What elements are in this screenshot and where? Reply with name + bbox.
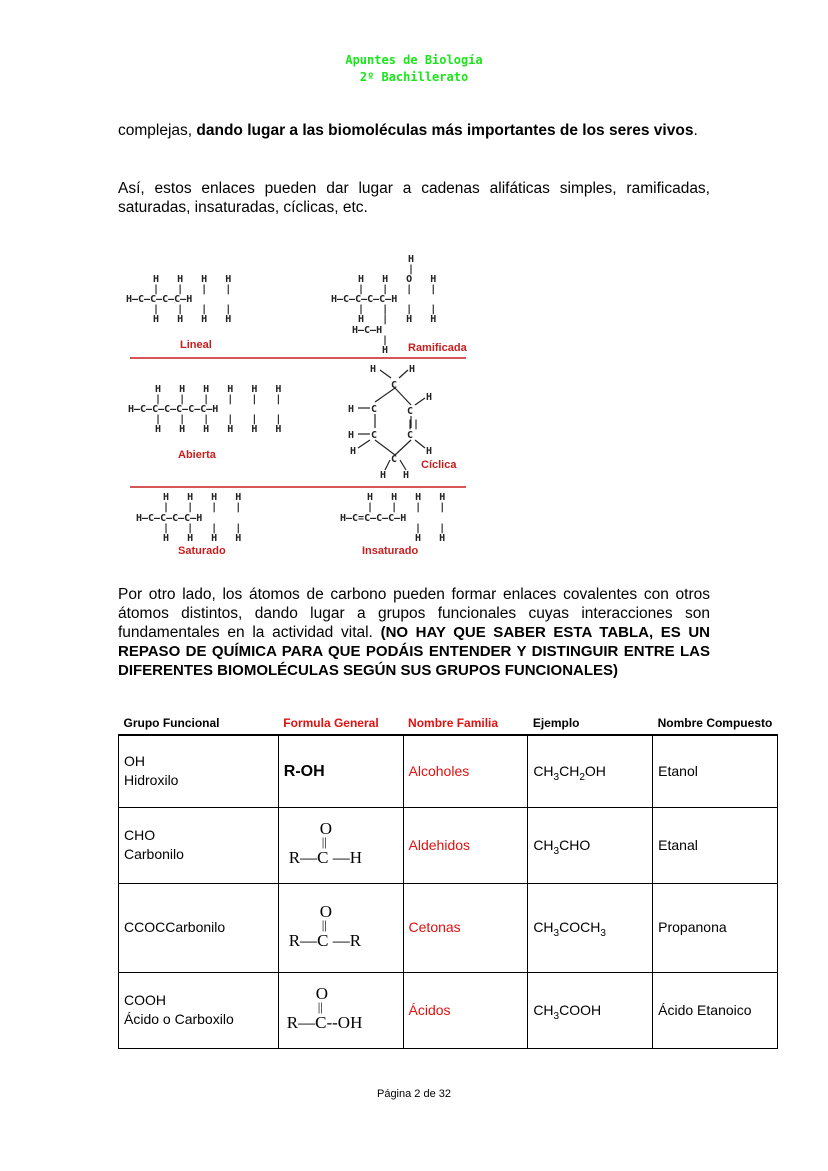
formula-main: R—C —H	[288, 848, 363, 867]
cell-grupo	[119, 883, 279, 972]
ejemplo-part: CH	[533, 762, 554, 779]
ejemplo-part: CH	[559, 762, 580, 779]
ramificada-r4: | | | |	[358, 284, 437, 295]
lineal-bond-bottom: | | | |	[153, 304, 232, 315]
ciclica-c5: C	[407, 430, 414, 441]
cell-familia: Alcoholes	[403, 735, 528, 807]
paragraph-intro-normal: complejas,	[118, 122, 197, 139]
cell-ejemplo	[528, 972, 653, 1048]
grupo-code: CHO	[124, 827, 156, 843]
paragraph-intro	[118, 121, 710, 140]
ramificada-r9: |	[382, 335, 389, 346]
paragraph-fg-normal: Por otro lado, los átomos de carbono pueden formar enlaces covalentes con otros átomos distintos, dando lugar a grupos funcionales cuyas interacciones son fundamentales en la actividad vital.	[118, 586, 710, 641]
ramificada-r10: H	[382, 345, 389, 356]
ejemplo-sub: 3	[553, 927, 560, 939]
header-title: Apuntes de Biología	[345, 53, 483, 67]
table-row	[119, 883, 778, 972]
ketone-formula	[288, 901, 398, 951]
insaturado-bond-bottom: | |	[415, 523, 446, 534]
ciclica-h1: H	[370, 364, 377, 375]
table-row	[119, 972, 778, 1048]
formula-oxygen: O	[319, 819, 333, 838]
ramificada-r5: H—C—C—C—C—H	[331, 294, 398, 305]
insaturado-main: H—C=C—C—C—H	[340, 513, 407, 524]
page-header	[0, 52, 828, 86]
ciclica-h9: H	[403, 470, 410, 481]
saturado-bottom: H H H H	[163, 533, 242, 544]
ciclica-c1: C	[391, 380, 398, 391]
saturado-structure	[136, 492, 241, 544]
header-subtitle: 2º Bachillerato	[359, 70, 469, 84]
label-abierta: Abierta	[178, 449, 216, 461]
cell-grupo	[119, 807, 279, 883]
ejemplo-sub: 3	[553, 1010, 560, 1022]
paragraph-intro-end: .	[693, 122, 698, 139]
ciclica-double: ||	[407, 419, 420, 430]
cell-ejemplo	[528, 883, 653, 972]
functional-groups-table	[118, 714, 778, 1049]
cell-ejemplo	[528, 735, 653, 807]
ramificada-r1: H	[408, 254, 415, 265]
header-grupo: Grupo Funcional	[119, 714, 279, 735]
insaturado-structure	[340, 492, 445, 544]
lineal-structure	[126, 274, 231, 325]
ciclica-h5: H	[348, 430, 355, 441]
saturado-main: H—C—C—C—C—H	[136, 513, 203, 524]
cell-compuesto: Etanal	[653, 807, 778, 883]
header-formula: Formula General	[278, 714, 403, 735]
ciclica-c2: C	[371, 404, 378, 415]
carbon-chains-figure	[118, 248, 498, 568]
cell-formula	[278, 972, 403, 1048]
ejemplo-part: OH	[584, 762, 606, 779]
ciclica-c6: C	[391, 454, 398, 465]
ejemplo-sub: 3	[600, 927, 606, 939]
label-lineal: Lineal	[180, 339, 212, 351]
ejemplo-part: CH	[533, 1001, 554, 1018]
carboxyl-formula	[286, 984, 398, 1033]
ramificada-r6: | | | |	[358, 304, 437, 315]
header-ejemplo: Ejemplo	[528, 714, 653, 735]
ramificada-r2: |	[408, 264, 415, 275]
grupo-name: Ácido o Carboxilo	[124, 1011, 234, 1027]
paragraph-chains: Así, estos enlaces pueden dar lugar a cadenas alifáticas simples, ramificadas, saturadas, insaturadas, cíclicas, etc.	[118, 180, 710, 216]
lineal-top: H H H H	[153, 274, 232, 285]
label-ciclica: Cíclica	[421, 459, 457, 471]
formula-oxygen: O	[315, 984, 329, 1003]
abierta-bond-top: | | | | | |	[155, 394, 282, 405]
ciclica-h4: H	[348, 404, 355, 415]
ciclica-atoms	[348, 364, 432, 481]
label-insaturado: Insaturado	[362, 545, 419, 557]
abierta-bottom: H H H H H H	[155, 424, 282, 435]
cell-compuesto: Propanona	[653, 883, 778, 972]
abierta-bond-bottom: | | | | | |	[155, 414, 282, 425]
page-footer: Página 2 de 32	[376, 1088, 451, 1100]
label-ramificada: Ramificada	[408, 342, 467, 354]
cell-formula	[278, 883, 403, 972]
paragraph-functional-groups	[118, 585, 710, 680]
saturado-bond-bottom: | | | |	[163, 523, 242, 534]
cell-familia: Ácidos	[403, 972, 528, 1048]
ramificada-structure	[331, 254, 436, 356]
ramificada-r8: H—C—H	[352, 325, 383, 336]
ejemplo-part: COCH	[559, 919, 601, 935]
table-row	[119, 735, 778, 807]
cell-grupo	[119, 972, 279, 1048]
cell-familia: Cetonas	[403, 883, 528, 972]
cell-ejemplo	[528, 807, 653, 883]
formula-double-bond: ||	[321, 834, 328, 849]
ejemplo-part: COOH	[559, 1001, 602, 1018]
grupo-code: OH	[124, 753, 145, 770]
ejemplo-sub: 3	[553, 771, 560, 783]
grupo-name: Carbonilo	[124, 846, 184, 862]
paragraph-fg-bold: (NO HAY QUE SABER ESTA TABLA, ES UN REPASO DE QUÍMICA PARA QUE PODÁIS ENTENDER Y DISTINGUIR ENTRE LAS DIFERENTES BIOMOLÉCULAS SEGÚN SUS GRUPOS FUNCIONALES)	[118, 624, 710, 679]
ciclica-h6: H	[350, 446, 357, 457]
abierta-structure	[128, 384, 281, 435]
ejemplo-part: CH	[533, 836, 554, 853]
carbonyl-formula	[288, 819, 398, 868]
ramificada-r3: H H O H	[358, 274, 437, 285]
grupo-code: CCOCCarbonilo	[124, 919, 226, 935]
cell-formula	[278, 807, 403, 883]
insaturado-top: H H H H	[367, 492, 446, 503]
ejemplo-sub: 3	[553, 845, 560, 857]
cell-grupo	[119, 735, 279, 807]
ejemplo-sub: 2	[579, 771, 585, 783]
label-saturado: Saturado	[178, 545, 226, 557]
lineal-main: H—C—C—C—C—H	[126, 294, 193, 305]
paragraph-intro-bold: dando lugar a las biomoléculas más importantes de los seres vivos	[196, 122, 694, 139]
table-header-row	[119, 714, 778, 735]
formula-double-bond: ||	[317, 999, 324, 1014]
saturado-top: H H H H	[163, 492, 242, 503]
grupo-code: COOH	[124, 992, 166, 1008]
insaturado-bond-top: | | | |	[367, 502, 446, 513]
abierta-main: H—C—C—C—C—C—C—H	[128, 404, 219, 415]
cell-formula	[278, 735, 403, 807]
cell-compuesto: Etanol	[653, 735, 778, 807]
ejemplo-part: CH	[533, 919, 554, 935]
formula-main: R—C —R	[288, 930, 362, 950]
ciclica-h7: H	[426, 446, 433, 457]
ramificada-r7: H | H H	[358, 314, 437, 325]
grupo-name: Hidroxilo	[124, 772, 179, 789]
formula-oxygen: O	[319, 901, 333, 921]
cell-compuesto: Ácido Etanoico	[653, 972, 778, 1048]
ciclica-h8: H	[380, 470, 387, 481]
formula-text: R-OH	[283, 762, 325, 780]
ciclica-c3: C	[407, 406, 414, 417]
ejemplo-part: CHO	[559, 836, 591, 853]
ciclica-h3: H	[426, 392, 433, 403]
header-familia: Nombre Familia	[403, 714, 528, 735]
ciclica-h2: H	[409, 364, 416, 375]
lineal-bond-top: | | | |	[153, 284, 232, 295]
ciclica-c4: C	[371, 430, 378, 441]
cell-familia: Aldehidos	[403, 807, 528, 883]
saturado-bond-top: | | | |	[163, 502, 242, 513]
abierta-top: H H H H H H	[155, 384, 282, 395]
carbon-chains-svg	[118, 248, 498, 568]
lineal-bottom: H H H H	[153, 314, 232, 325]
table-row	[119, 807, 778, 883]
formula-main: R—C--OH	[286, 1013, 363, 1032]
formula-double-bond: ||	[321, 916, 328, 932]
insaturado-bottom: H H	[415, 533, 446, 544]
header-compuesto: Nombre Compuesto	[653, 714, 778, 735]
